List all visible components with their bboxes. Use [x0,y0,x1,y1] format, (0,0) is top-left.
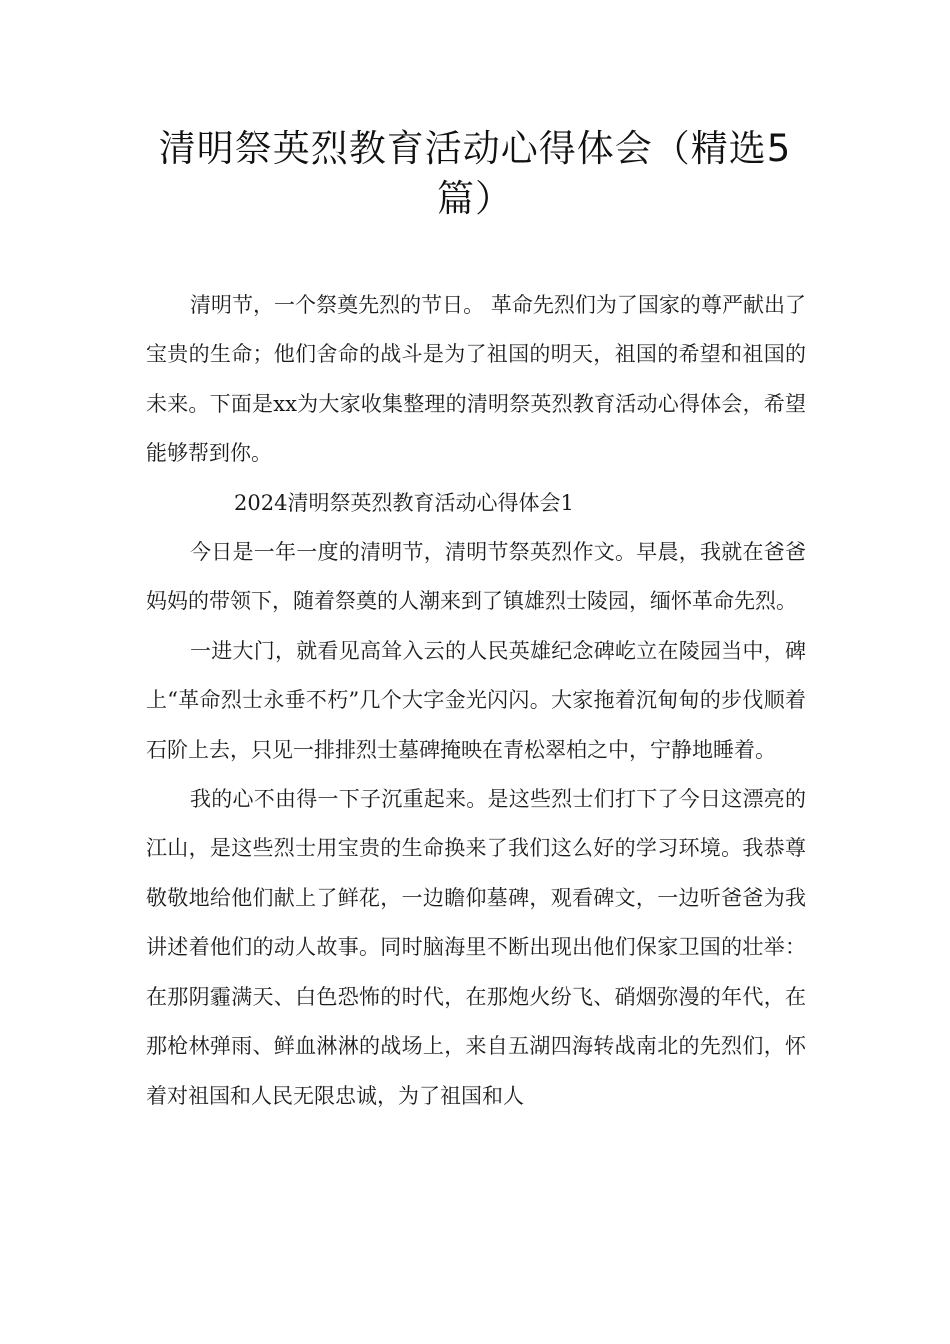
body-paragraph: 我的心不由得一下子沉重起来。是这些烈士们打下了今日这漂亮的江山，是这些烈士用宝贵的生命换来了我们这么好的学习环境。我恭尊敬敬地给他们献上了鲜花，一边瞻仰墓碑，观看碑文，一边听爸爸为我讲述着他们的动人故事。同时脑海里不断出现出他们保家卫国的壮举：在那阴霾满天、白色恐怖的时代，在那炮火纷飞、硝烟弥漫的年代，在那枪林弹雨、鲜血淋淋的战场上，来自五湖四海转战南北的先烈们，怀着对祖国和人民无限忠诚，为了祖国和人 [146,787,806,1108]
document-body [146,281,806,1121]
body-paragraph: 一进大门，就看见高耸入云的人民英雄纪念碑屹立在陵园当中，碑上“革命烈士永垂不朽”几个大字金光闪闪。大家拖着沉甸甸的步伐顺着石阶上去，只见一排排烈士墓碑掩映在青松翠柏之中，宁静地睡着。 [146,638,806,762]
intro-paragraph: 清明节，一个祭奠先烈的节日。 革命先烈们为了国家的尊严献出了宝贵的生命；他们舍命的战斗是为了祖国的明天，祖国的希望和祖国的未来。下面是xx为大家收集整理的清明祭英烈教育活动心得体会，希望能够帮到你。 [146,293,806,466]
section-heading: 2024清明祭英烈教育活动心得体会1 [234,490,574,515]
document-title: 清明祭英烈教育活动心得体会（精选5篇） [158,127,792,220]
body-paragraph: 今日是一年一度的清明节，清明节祭英烈作文。早晨，我就在爸爸妈妈的带领下，随着祭奠的人潮来到了镇雄烈士陵园，缅怀革命先烈。 [146,540,806,614]
